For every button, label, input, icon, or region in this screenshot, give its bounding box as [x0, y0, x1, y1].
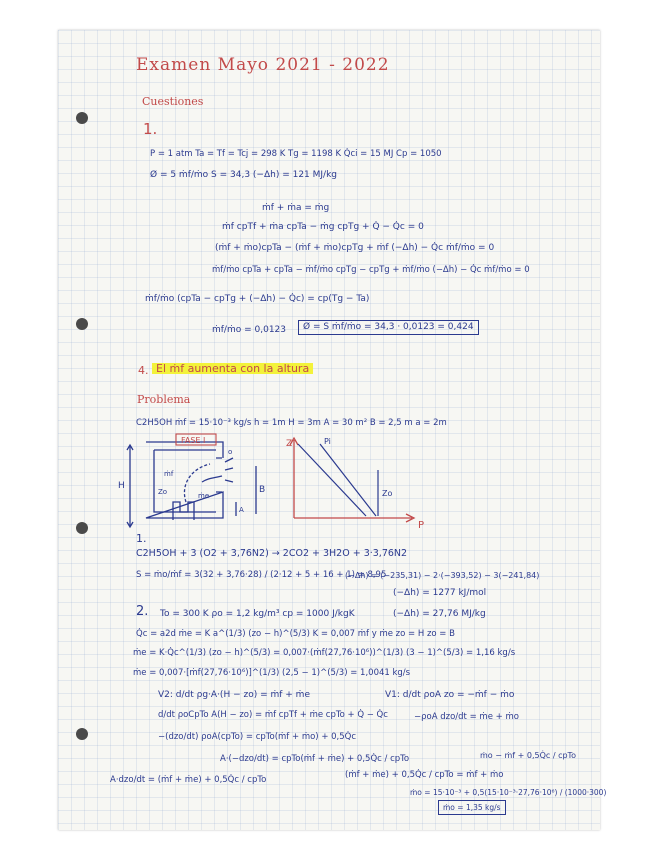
energy-balance-equation-2: (ṁf + ṁo)cpTa − (ṁf + ṁo)cpTg + ṁf (−Δh) − Q̇c ṁf/ṁo = 0: [215, 243, 495, 253]
label-me: ṁe: [198, 492, 210, 500]
pressure-line-inside: [298, 444, 366, 516]
entrainment-result-1: ṁe = K·Q̇c^(1/3) (zo − h)^(5/3) = 0,007·(ṁf(27,76·10⁶))^(1/3) (3 − 1)^(5/3) = 1,16 kg/s: [133, 648, 516, 658]
curve-label: Pi: [324, 437, 331, 446]
label-h: H: [118, 481, 125, 491]
label-mf: ṁf: [164, 470, 174, 478]
energy-balance-equation-3: ṁf/ṁo cpTa + cpTa − ṁf/ṁo cpTg − cpTg + ṁf/ṁo (−Δh) − Q̇c ṁf/ṁo = 0: [212, 265, 530, 275]
derivation-step-2: A·(−dzo/dt) = cpTo(ṁf + ṁe) + 0,5Q̇c / cpTo: [220, 754, 410, 764]
part-2-number: 2.: [136, 604, 149, 619]
binder-hole: [76, 112, 88, 124]
entrainment-law: Q̇c = a2d ṁe = K a^(1/3) (zo − h)^(5/3) K = 0,007 ṁf y ṁe zo = H zo = B: [136, 629, 455, 639]
outflow-arrow: [202, 476, 222, 482]
heat-of-combustion-equation: (−Δh) = (−235,31) − 2·(−393,52) − 3(−241,84): [345, 571, 540, 580]
binder-hole: [76, 728, 88, 740]
section-heading-cuestiones: Cuestiones: [142, 95, 204, 108]
part-1-number: 1.: [136, 532, 147, 545]
derivation-step-5: ṁo − ṁf + 0,5Q̇c / cpTo: [480, 751, 576, 760]
heat-of-combustion-mass: (−Δh) = 27,76 MJ/kg: [393, 609, 486, 619]
question-4-number: 4.: [138, 364, 149, 377]
problem-heading: Problema: [137, 393, 191, 406]
energy-balance-equation-1: ṁf cpTf + ṁa cpTa − ṁg cpTg + Q̇ − Q̇c = 0: [222, 222, 424, 232]
heat-of-combustion-molar: (−Δh) = 1277 kJ/mol: [393, 588, 487, 598]
room-diagram: [118, 432, 278, 532]
entrainment-result-2: ṁe = 0,007·[ṁf(27,76·10⁶)]^(1/3) (2,5 − 1)^(5/3) = 1,0041 kg/s: [133, 668, 411, 678]
part-2-givens: To = 300 K ρo = 1,2 kg/m³ cp = 1000 J/kgK: [160, 609, 355, 619]
question-1-number: 1.: [143, 120, 158, 138]
derivation-step-6: ṁo = 15·10⁻³ + 0,5(15·10⁻³·27,76·10⁶) / (1000·300): [410, 788, 607, 797]
question-1-givens-line-1: P = 1 atm Ta = Tf = Tcj = 298 K Tg = 1198 K Q̇ci = 15 MJ Cp = 1050: [150, 149, 442, 159]
room-inner-wall: [154, 450, 216, 512]
problem-givens: C2H5OH ṁf = 15·10⁻³ kg/s h = 1m H = 3m A = 30 m² B = 2,5 m a = 2m: [136, 418, 447, 428]
combustion-reaction: C2H5OH + 3 (O2 + 3,76N2) → 2CO2 + 3H2O + 3·3,76N2: [136, 548, 408, 559]
derivation-step-3: A·dzo/dt = (ṁf + ṁe) + 0,5Q̇c / cpTo: [110, 775, 267, 785]
question-1-result: ṁf/ṁo = 0,0123: [212, 325, 286, 335]
zo-label: Zo: [382, 489, 393, 498]
outflow-result: ṁo = 1,35 kg/s: [438, 800, 506, 815]
binder-hole: [76, 522, 88, 534]
label-o: o: [228, 448, 233, 456]
question-1-givens-line-2: Ø = 5 ṁf/ṁo S = 34,3 (−Δh) = 121 MJ/kg: [150, 170, 338, 180]
room-opening: [216, 458, 222, 492]
derivation-step-1: −(dzo/dt) ρoA(cpTo) = cpTo(ṁf + ṁo) + 0,5Q̇c: [158, 732, 357, 742]
derivation-step-4: (ṁf + ṁe) + 0,5Q̇c / cpTo = ṁf + ṁo: [345, 770, 504, 780]
z-axis-label: Z: [286, 439, 293, 449]
mass-balance-equation: ṁf + ṁa = ṁg: [262, 203, 330, 213]
phase-label: FASE I: [181, 436, 206, 445]
label-b: B: [259, 485, 266, 495]
label-a: A: [239, 506, 244, 514]
p-axis-label: P: [418, 520, 425, 531]
volume-balance-v1: V1: d/dt ρoA zo = −ṁf − ṁo: [385, 690, 515, 700]
page-title: Examen Mayo 2021 - 2022: [136, 55, 390, 75]
room-outline: [146, 442, 223, 518]
lower-layer-balance: −ρoA dzo/dt = ṁe + ṁo: [414, 712, 519, 722]
binder-hole: [76, 318, 88, 330]
energy-balance-upper-layer: d/dt ρoCpTo A(H − zo) = ṁf cpTf + ṁe cpTo + Q̇ − Q̇c: [158, 710, 388, 720]
pressure-line-outside: [320, 444, 376, 516]
pressure-height-graph: [284, 432, 434, 532]
question-1-boxed-answer: Ø = S ṁf/ṁo = 34,3 · 0,0123 = 0,424: [298, 320, 479, 335]
label-zo: Zo: [158, 488, 168, 496]
energy-balance-equation-4: ṁf/ṁo (cpTa − cpTg + (−Δh) − Q̇c) = cp(Tg − Ta): [145, 294, 370, 304]
stoichiometric-ratio: S = ṁo/ṁf = 3(32 + 3,76·28) / (2·12 + 5 + 16 + 1) = 8,95: [136, 570, 387, 580]
volume-balance-v2: V2: d/dt ρg·A·(H − zo) = ṁf + ṁe: [158, 690, 310, 700]
question-4-answer: El ṁf aumenta con la altura: [152, 363, 313, 374]
outflow-lines: [225, 458, 233, 482]
